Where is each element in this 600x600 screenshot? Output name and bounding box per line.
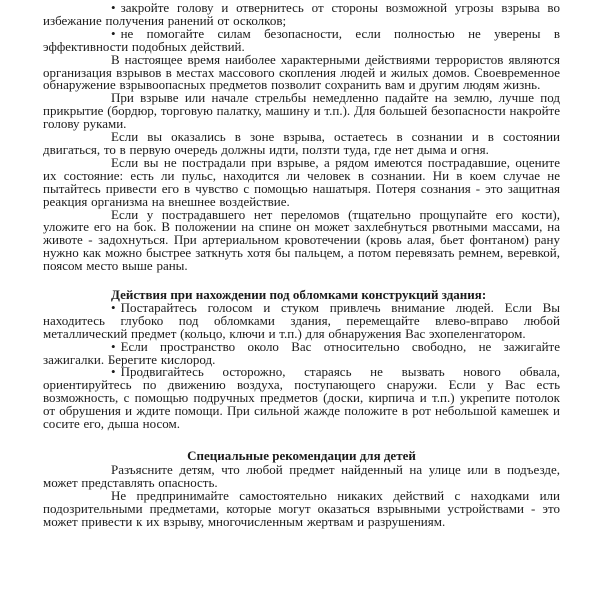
body-paragraph: Если вы не пострадали при взрыве, а рядом имеются пострадавшие, оцените их состояние: есть ли пульс, находится ли человек в сознании. Ни в коем случае не пытайтесь привести его в чувство с помощью нашатыря. Потеря сознания - это защитная реакция организма на внешнее воздействие. (43, 154, 560, 209)
bullet-text: Постарайтесь голосом и стуком привлечь внимание людей. Если Вы находитесь глубоко под обломками здания, перемещайте влево-вправо любой металлический предмет (кольцо, ключи и т.п.) для обнаружения Вас эхопеленгатором. (43, 299, 560, 341)
bullet-marker: • (111, 25, 116, 41)
body-paragraph: Разъясните детям, что любой предмет найденный на улице или в подъезде, может представлять опасность. (43, 461, 560, 490)
body-paragraph: При взрыве или начале стрельбы немедленно падайте на землю, лучше под прикрытие (бордюр, торговую палатку, машину и т.п.). Для большей безопасности накройте голову руками. (43, 90, 560, 132)
bullet-marker: • (111, 0, 116, 15)
section-heading-rubble-actions: Действия при нахождении под обломками конструкций здания: (111, 287, 487, 303)
bullet-text: Если пространство около Вас относительно свободно, не зажигайте зажигалки. Берегите кислород. (43, 338, 560, 367)
bullet-text: Продвигайтесь осторожно, стараясь не вызвать нового обвала, ориентируйтесь по движению воздуха, поступающего снаружи. Если у Вас есть возможность, с помощью подручных предметов (доски, кирпича и т.п.) укрепите потолок от обрушения и ждите помощи. При сильной жажде положите в рот небольшой камешек и сосите его, дыша носом. (43, 364, 560, 432)
bullet-paragraph (43, 25, 560, 54)
bullet-paragraph (43, 366, 560, 431)
body-paragraph: Если у пострадавшего нет переломов (тщательно прощупайте его кости), уложите его на бок. В положении на спине он может захлебнуться рвотными массами, на животе - задохнуться. При артериальном кровотечении (кровь алая, бьет фонтаном) рану нужно как можно быстрее заткнуть хотя бы пальцем, а потом перевязать ремнем, веревкой, поясом место выше раны. (43, 206, 560, 274)
bullet-paragraph (43, 2, 560, 28)
section-heading-children-recommendations: Специальные рекомендации для детей (187, 448, 416, 463)
body-paragraph: Если вы оказались в зоне взрыва, остаетесь в сознании и в состоянии двигаться, то в первую очередь должны идти, ползти туда, где нет дыма и огня. (43, 129, 560, 157)
bullet-marker: • (111, 338, 116, 354)
body-paragraph: В настоящее время наиболее характерными действиями террористов являются организация взрывов в местах массового скопления людей и жилых домов. Своевременное обнаружение взрывоопасных предметов позволит сохранить вам и другим людям жизнь. (43, 51, 560, 93)
bullet-marker: • (111, 364, 116, 380)
bullet-paragraph (43, 338, 560, 367)
bullet-marker: • (111, 299, 116, 315)
bullet-text: не помогайте силам безопасности, если полностью не уверены в эффективности подобных действий. (43, 25, 560, 54)
bullet-text: закройте голову и отвернитесь от стороны возможной угрозы взрыва во избежание получения ранений от осколков; (43, 0, 560, 28)
body-paragraph: Не предпринимайте самостоятельно никаких действий с находками или подозрительными предметами, которые могут оказаться взрывными устройствами - это может привести к их взрыву, многочисленным жертвам и разрушениям. (43, 487, 560, 529)
bullet-paragraph (43, 299, 560, 341)
